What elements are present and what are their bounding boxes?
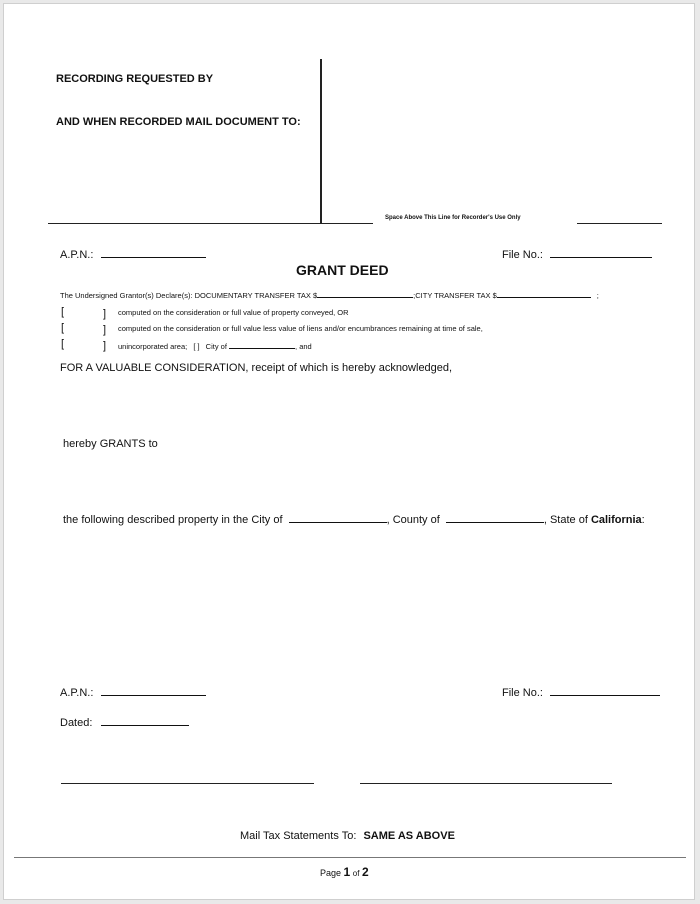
option-3-line bbox=[118, 340, 312, 351]
file-label-top: File No.: bbox=[502, 249, 543, 261]
option-1-text: computed on the consideration or full value of property conveyed, OR bbox=[118, 308, 349, 317]
option-2-open[interactable]: [ bbox=[61, 322, 65, 334]
city-of-checkbox[interactable]: [ ] bbox=[193, 342, 200, 351]
page-total: 2 bbox=[361, 865, 369, 879]
state-value: California bbox=[590, 514, 642, 526]
file-label-bottom: File No.: bbox=[502, 687, 543, 699]
option-3-end: , and bbox=[295, 342, 312, 351]
option-1-close[interactable]: ] bbox=[103, 308, 107, 320]
apn-field-bottom[interactable] bbox=[60, 685, 206, 699]
signature-line-left[interactable] bbox=[61, 783, 314, 784]
apn-field-top[interactable] bbox=[60, 247, 206, 261]
option-2-text: computed on the consideration or full value less value of liens and/or encumbrances remaining at time of sale, bbox=[118, 324, 483, 333]
document-title: GRANT DEED bbox=[296, 262, 389, 278]
option-2-close[interactable]: ] bbox=[103, 324, 107, 336]
mail-tax-value: SAME AS ABOVE bbox=[363, 830, 455, 842]
mail-tax-label: Mail Tax Statements To: bbox=[240, 830, 357, 842]
file-field-bottom[interactable] bbox=[502, 685, 660, 699]
tax-semicolon: ; bbox=[596, 291, 599, 300]
property-prefix: the following described property in the City of bbox=[63, 514, 283, 526]
option-3-close[interactable]: ] bbox=[103, 340, 107, 352]
page-number bbox=[320, 865, 369, 879]
file-blank-bottom[interactable] bbox=[550, 685, 660, 696]
city-tax-blank[interactable] bbox=[497, 289, 591, 298]
recorder-line-left bbox=[48, 223, 373, 224]
recorder-line-right bbox=[577, 223, 662, 224]
apn-blank-bottom[interactable] bbox=[101, 685, 206, 696]
grants-text: hereby GRANTS to bbox=[63, 438, 158, 450]
dated-field[interactable] bbox=[60, 715, 189, 729]
documentary-tax-label: The Undersigned Grantor(s) Declare(s): DOCUMENTARY TRANSFER TAX $ bbox=[60, 291, 318, 300]
file-field-top[interactable] bbox=[502, 247, 652, 261]
signature-line-right[interactable] bbox=[360, 783, 612, 784]
page-current: 1 bbox=[343, 865, 351, 879]
option-3-open[interactable]: [ bbox=[61, 338, 65, 350]
tax-declaration-line bbox=[60, 289, 599, 300]
file-blank-top[interactable] bbox=[550, 247, 652, 258]
state-colon: : bbox=[641, 514, 645, 526]
page-word: Page bbox=[320, 868, 342, 878]
documentary-tax-blank[interactable] bbox=[317, 289, 413, 298]
county-label: , County of bbox=[386, 514, 440, 526]
document-page bbox=[3, 3, 695, 900]
city-of-label: City of bbox=[205, 342, 227, 351]
dated-label: Dated: bbox=[60, 717, 93, 729]
apn-blank-top[interactable] bbox=[101, 247, 206, 258]
recording-requested-label: RECORDING REQUESTED BY bbox=[56, 73, 214, 85]
apn-label-top: A.P.N.: bbox=[60, 249, 94, 261]
of-word: of bbox=[352, 869, 360, 878]
city-tax-label: ;CITY TRANSFER TAX $ bbox=[413, 291, 497, 300]
header-divider-vertical bbox=[320, 59, 322, 224]
city-of-blank[interactable] bbox=[229, 340, 295, 349]
county-blank[interactable] bbox=[446, 512, 544, 523]
property-line bbox=[63, 512, 645, 526]
option-3-text: unincorporated area; bbox=[118, 342, 188, 351]
recorder-space-note: Space Above This Line for Recorder's Use Only bbox=[385, 215, 521, 221]
mail-tax-statement bbox=[240, 830, 455, 842]
state-label: , State of bbox=[543, 514, 588, 526]
mail-document-label: AND WHEN RECORDED MAIL DOCUMENT TO: bbox=[56, 116, 301, 128]
footer-divider bbox=[14, 857, 686, 858]
option-1-open[interactable]: [ bbox=[61, 306, 65, 318]
consideration-text: FOR A VALUABLE CONSIDERATION, receipt of which is hereby acknowledged, bbox=[60, 362, 453, 374]
apn-label-bottom: A.P.N.: bbox=[60, 687, 94, 699]
dated-blank[interactable] bbox=[101, 715, 189, 726]
city-blank[interactable] bbox=[289, 512, 387, 523]
